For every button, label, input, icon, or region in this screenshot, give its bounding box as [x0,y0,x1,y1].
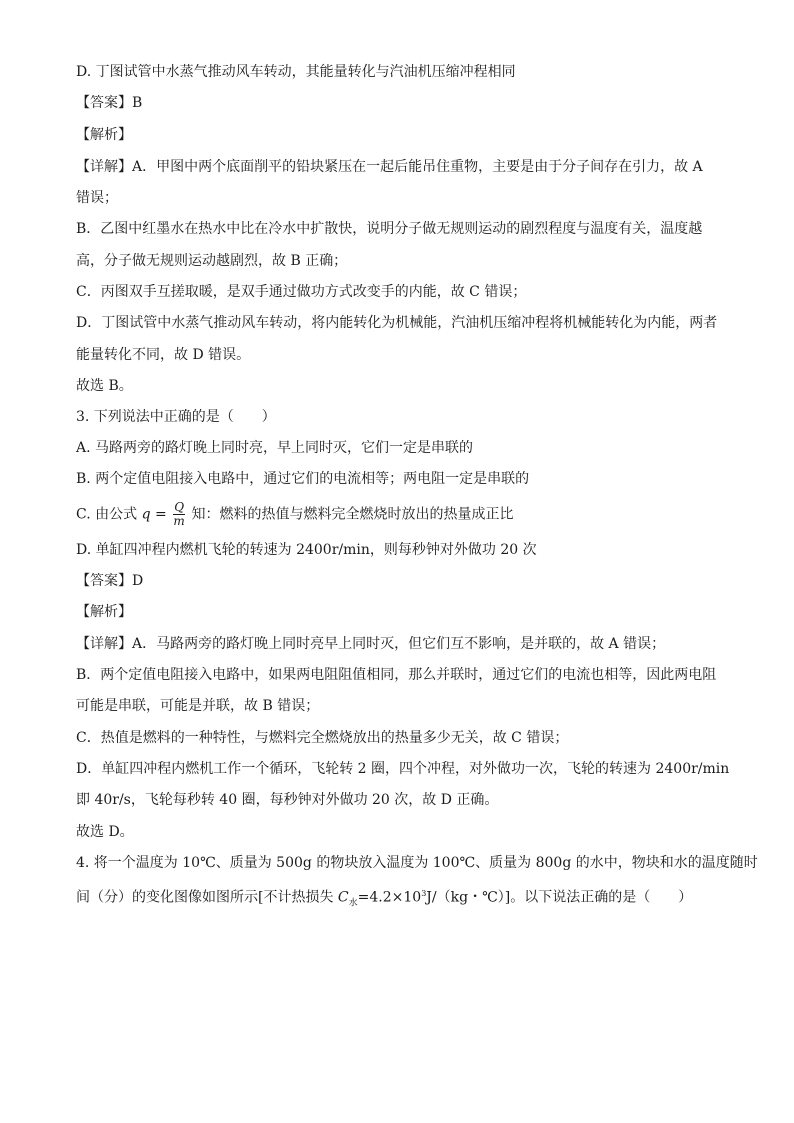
q2-detail-d-line1: D．丁图试管中水蒸气推动风车转动，将内能转化为机械能，汽油机压缩冲程将机械能转化为内能，两者 [76,315,718,331]
q3-detail-a: 【详解】A．马路两旁的路灯晚上同时亮早上同时灭，但它们互不影响，是并联的，故 A 错误； [76,636,666,652]
q2-option-d: D. 丁图试管中水蒸气推动风车转动，其能量转化与汽油机压缩冲程相同 [76,64,516,80]
specific-heat-value: =4.2×10 [357,889,422,906]
q3-conclusion: 故选 D。 [76,824,134,840]
q4-stem-line2 [76,884,726,913]
q3-answer: 【答案】D [76,573,144,589]
q2-detail-a-line1: 【详解】A．甲图中两个底面削平的铅块紧压在一起后能吊住重物，主要是由于分子间存在引力，故 A [76,159,703,175]
formula-fraction [173,501,185,528]
q3-option-c [76,501,726,528]
q3-analysis-heading: 【解析】 [76,604,132,620]
q2-analysis-heading: 【解析】 [76,127,132,143]
q3-detail-b-line2: 可能是串联，可能是并联，故 B 错误； [76,698,320,714]
q4-stem-line1: 4. 将一个温度为 10℃、质量为 500g 的物块放入温度为 100℃、质量为 800g 的水中，物块和水的温度随时 [76,855,758,871]
q3-detail-d-line1: D．单缸四冲程内燃机工作一个循环，飞轮转 2 圈，四个冲程，对外做功一次，飞轮的转速为 2400r/min [76,761,730,777]
q2-detail-c: C．丙图双手互搓取暖，是双手通过做功方式改变手的内能，故 C 错误； [76,284,527,300]
formula-equals: = [150,506,172,523]
formula-numerator: Q [174,500,185,514]
specific-heat-subscript: 水 [348,898,358,909]
formula-variable-q: q [141,506,151,523]
q2-detail-a-line2: 错误； [76,190,118,206]
q2-detail-b-line2: 高，分子做无规则运动越剧烈，故 B 正确； [76,253,348,269]
formula-denominator: m [173,514,185,528]
q3-option-b: B. 两个定值电阻接入电路中，通过它们的电流相等；两电阻一定是串联的 [76,471,530,487]
q2-conclusion: 故选 B。 [76,378,133,394]
q3-option-a: A. 马路两旁的路灯晚上同时亮，早上同时灭，它们一定是串联的 [76,440,474,456]
q3-detail-c: C．热值是燃料的一种特性，与燃料完全燃烧放出的热量多少无关，故 C 错误； [76,730,569,746]
specific-heat-symbol: C [337,889,349,906]
specific-heat-exponent: 3 [421,889,427,898]
q2-detail-d-line2: 能量转化不同，故 D 错误。 [76,347,251,363]
q3-stem: 3. 下列说法中正确的是（ ） [76,409,276,425]
q3-option-c-suffix: 知：燃料的热值与燃料完全燃烧时放出的热量成正比 [191,506,514,523]
q3-detail-d-line2: 即 40r/s，飞轮每秒转 40 圈，每秒钟对外做功 20 次，故 D 正确。 [76,792,499,808]
q2-detail-b-line1: B．乙图中红墨水在热水中比在冷水中扩散快，说明分子做无规则运动的剧烈程度与温度有关，温度越 [76,221,703,237]
q4-stem-line2-start: 间（分）的变化图像如图所示[不计热损失 [76,889,338,906]
q3-detail-b-line1: B．两个定值电阻接入电路中，如果两电阻阻值相同，那么并联时，通过它们的电流也相等，因此两电阻 [76,667,717,683]
q4-stem-line2-end: J/（kg・℃）]。以下说法正确的是（ ） [426,889,693,906]
q2-answer: 【答案】B [76,95,143,111]
q3-option-d: D. 单缸四冲程内燃机飞轮的转速为 2400r/min，则每秒钟对外做功 20 次 [76,542,537,558]
q3-option-c-prefix: C. 由公式 [76,506,138,523]
